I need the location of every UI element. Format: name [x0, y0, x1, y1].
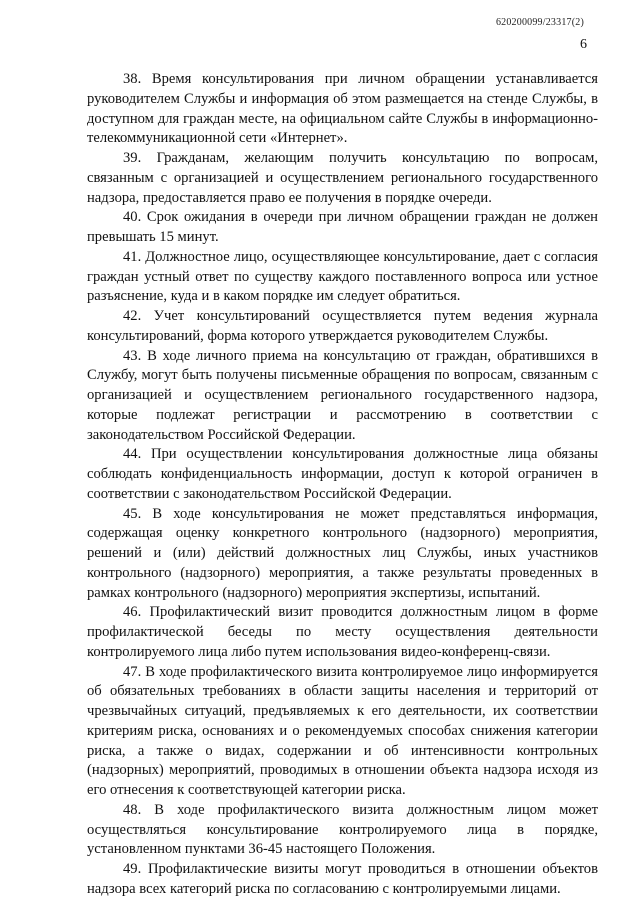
- paragraph-41: 41. Должностное лицо, осуществляющее консультирование, дает с согласия граждан устный ответ по существу каждого поставленного вопроса или устное разъяснение, куда и в каком порядке им следует обратиться.: [87, 248, 598, 305]
- paragraph-40: 40. Срок ожидания в очереди при личном обращении граждан не должен превышать 15 минут.: [87, 209, 598, 245]
- document-body: [87, 70, 598, 900]
- paragraph-42: 42. Учет консультирований осуществляется путем ведения журнала консультирований, форма которого утверждается руководителем Службы.: [87, 308, 598, 344]
- paragraph-48: 48. В ходе профилактического визита должностным лицом может осуществляться консультирование контролируемого лица в порядке, установленном пунктами 36-45 настоящего Положения.: [87, 801, 598, 858]
- paragraph-44: 44. При осуществлении консультирования должностные лица обязаны соблюдать конфиденциальность информации, доступ к которой ограничен в соответствии с законодательством Российской Федерации.: [87, 446, 598, 502]
- paragraph-43: 43. В ходе личного приема на консультацию от граждан, обратившихся в Службу, могут быть получены письменные обращения по вопросам, связанным с организацией и осуществлением регионального государственного надзора, которые подлежат регистрации и рассмотрению в соответствии с законодательством Российской Федерации.: [87, 347, 598, 443]
- document-code: 620200099/23317(2): [495, 17, 584, 28]
- paragraph-38: 38. Время консультирования при личном обращении устанавливается руководителем Службы и информация об этом размещается на стенде Службы, в доступном для граждан месте, на официальном сайте Службы в информационно-телекоммуникационной сети «Интернет».: [87, 71, 598, 147]
- paragraph-47: 47. В ходе профилактического визита контролируемое лицо информируется об обязательных требованиях в области защиты населения и территорий от чрезвычайных ситуаций, предъявляемых к его деятельности, их соответствии критериям риска, основаниях и о рекомендуемых способах снижения категории риска, а также о видах, содержании и об интенсивности контрольных (надзорных) мероприятий, проводимых в отношении объекта надзора исходя из его отнесения к соответствующей категории риска.: [87, 663, 598, 798]
- page-number: 6: [580, 37, 587, 52]
- paragraph-46: 46. Профилактический визит проводится должностным лицом в форме профилактической беседы по месту осуществления деятельности контролируемого лица либо путем использования видео-конференц-связи.: [87, 604, 598, 660]
- paragraph-39: 39. Гражданам, желающим получить консультацию по вопросам, связанным с организацией и осуществлением регионального государственного надзора, предоставляется право ее получения в порядке очереди.: [87, 150, 598, 206]
- paragraph-45: 45. В ходе консультирования не может представляться информация, содержащая оценку конкретного контрольного (надзорного) мероприятия, решений и (или) действий должностных лиц Службы, иных участников контрольного (надзорного) мероприятия, а также результаты проведенных в рамках контрольного (надзорного) мероприятия экспертизы, испытаний.: [87, 505, 598, 601]
- paragraph-49: 49. Профилактические визиты могут проводиться в отношении объектов надзора всех категорий риска по согласованию с контролируемыми лицами.: [87, 861, 598, 897]
